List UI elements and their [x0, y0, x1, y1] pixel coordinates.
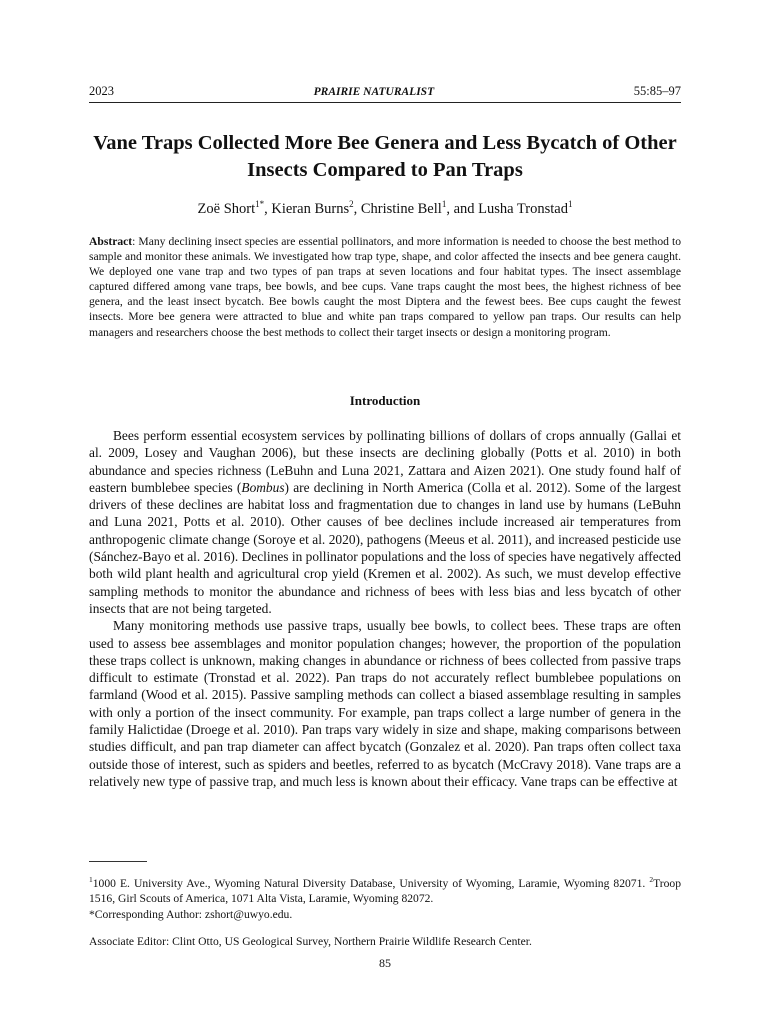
- genus-name: Bombus: [241, 479, 285, 495]
- author-separator: , and: [446, 200, 479, 217]
- affiliation-footnote: [89, 872, 681, 907]
- section-heading-introduction: Introduction: [349, 393, 421, 408]
- footnotes: [89, 872, 681, 922]
- body-text: [89, 427, 681, 790]
- author-affiliation-marker: 1: [567, 199, 573, 209]
- author-name: Christine Bell: [360, 200, 442, 217]
- abstract-label: Abstract: [89, 235, 133, 248]
- author-separator: ,: [264, 200, 272, 217]
- corresponding-author: *Corresponding Author: zshort@uwyo.edu.: [89, 907, 293, 921]
- author-list: [80, 199, 690, 218]
- footnote-text: 1000 E. University Ave., Wyoming Natural Diversity Database, University of Wyoming, Laramie, Wyoming 82071.: [92, 876, 650, 890]
- header-volume-pages: 55:85–97: [633, 84, 681, 98]
- author-separator: ,: [353, 200, 361, 217]
- author-affiliation-marker: 1*: [255, 199, 265, 209]
- author-name: Kieran Burns: [271, 200, 350, 217]
- footnote-marker: 1: [89, 875, 93, 884]
- paragraph: Many monitoring methods use passive traps, usually bee bowls, to collect bees. These traps are often used to assess bee assemblages and monitor population changes; however, the proportion of the population these traps collect is unknown, making changes in abundance or richness of bees collected from passive traps difficult to estimate (Tronstad et al. 2022). Pan traps do not accurately reflect bumblebee populations on farmland (Wood et al. 2015). Passive sampling methods can collect a biased assemblage resulting in samples with only a portion of the insect community. For example, pan traps collect a large number of genera in the family Halictidae (Droege et al. 2010). Pan traps vary widely in size and shape, making comparisons between studies difficult, and pan trap diameter can affect bycatch (Gonzalez et al. 2020). Pan traps often collect taxa outside those of interest, such as spiders and beetles, referred to as bycatch (McCravy 2018). Vane traps are a relatively new type of passive trap, and much less is known about their efficacy. Vane traps can be effective at: [89, 618, 681, 789]
- paragraph-text: ) are declining in North America (Colla et al. 2012). Some of the largest drivers of these declines are habitat loss and fragmentation due to changes in land use by humans (LeBuhn and Luna 2021, Potts et al. 2010). Other causes of bee declines include increased air temperatures from anthropogenic climate change (Soroye et al. 2020), pathogens (Meeus et al. 2011), and increased pesticide use (Sánchez-Bayo et al. 2016). Declines in pollinator populations and the loss of species have negatively affected both wild plant health and agricultural crop yield (Kremen et al. 2002). As such, we must develop effective sampling methods to monitor the abundance and richness of bees with less bias and less bycatch of other insects that are not being targeted.: [89, 479, 681, 616]
- author-name: Lusha Tronstad: [478, 200, 568, 217]
- footnote-marker: 2: [649, 875, 654, 884]
- paragraph: [89, 427, 681, 617]
- abstract: [89, 234, 681, 340]
- footnote-rule: [89, 861, 147, 862]
- running-header: [89, 84, 681, 103]
- page-number: 85: [379, 956, 391, 970]
- associate-editor-note: Associate Editor: Clint Otto, US Geological Survey, Northern Prairie Wildlife Research Center.: [89, 935, 532, 948]
- paragraph-text: Bees perform essential ecosystem services by pollinating billions of dollars of crops annually (Gallai et al. 2009, Losey and Vaughan 2006), but these insects are declining globally (Potts et al. 2010) in both abundance and species richness (LeBuhn and Luna 2021, Zattara and Aizen 2021). One study found half of eastern bumblebee species (: [89, 428, 681, 495]
- article-title: Vane Traps Collected More Bee Genera and Less Bycatch of Other Insects Compared to Pan Traps: [93, 132, 677, 181]
- footnote-text: Troop 1516, Girl Scouts of America, 1071 Alta Vista, Laramie, Wyoming 82072.: [89, 876, 681, 906]
- author-name: Zoë Short: [197, 200, 256, 217]
- author-affiliation-marker: 1: [441, 199, 447, 209]
- author-affiliation-marker: 2: [349, 199, 354, 209]
- abstract-text: : Many declining insect species are essential pollinators, and more information is needed to choose the best method to sample and monitor these animals. We investigated how trap type, shape, and color affected the insects and bee genera caught. We deployed one vane trap and two types of pan traps at seven locations and four habitat types. The insect assemblage captured differed among vane traps, bee bowls, and bee cups. Vane traps caught the most bees, the highest richness of bee genera, and the least insect bycatch. Bee bowls caught the most Diptera and the fewest bees. Bee cups caught the fewest insects. More bee genera were attracted to blue and white pan traps compared to yellow pan traps. Our results can help managers and researchers choose the best methods to collect their target insects or design a monitoring program.: [89, 235, 681, 339]
- header-year: 2023: [89, 84, 114, 98]
- header-journal-name: PRAIRIE NATURALIST: [313, 86, 435, 98]
